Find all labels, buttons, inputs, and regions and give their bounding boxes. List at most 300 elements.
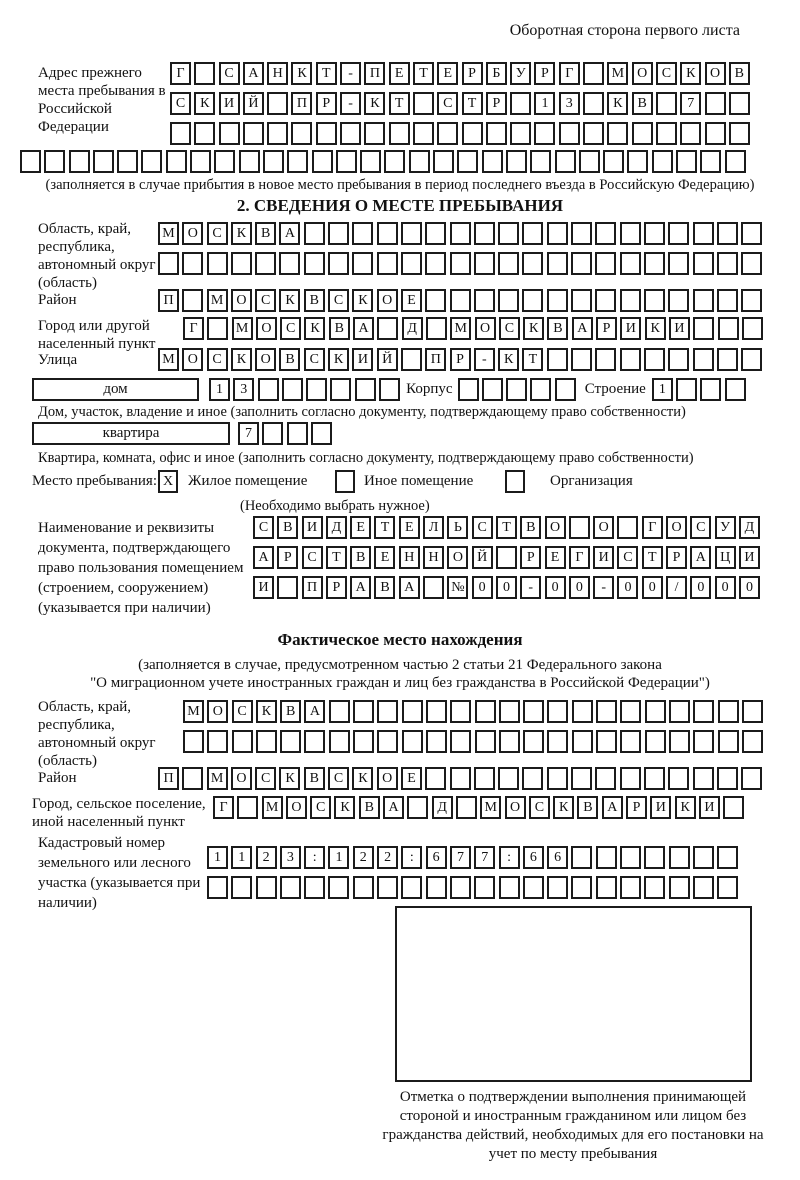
char-box: 1 [328, 846, 349, 869]
char-box [316, 122, 337, 145]
actual-location-note-1: (заполняется в случае, предусмотренном частью 2 статьи 21 Федерального закона [138, 657, 662, 673]
char-box [450, 730, 471, 753]
char-box [287, 422, 308, 445]
char-box [498, 252, 519, 275]
char-box: К [498, 348, 519, 371]
char-box [644, 222, 665, 245]
char-box [668, 289, 689, 312]
char-box: К [279, 767, 300, 790]
char-box [669, 846, 690, 869]
char-box [499, 730, 520, 753]
stay-label: Место пребывания: [32, 473, 157, 489]
actual-location-title: Фактическое место нахождения [277, 630, 523, 649]
char-box [547, 767, 568, 790]
char-box [450, 700, 471, 723]
char-box [693, 846, 714, 869]
char-box: М [183, 700, 204, 723]
char-box [652, 150, 673, 173]
actual-location-note-2: "О миграционном учете иностранных граждан и лиц без гражданства в Российской Федерации") [90, 675, 710, 691]
char-box: О [632, 62, 653, 85]
char-box [718, 317, 739, 340]
char-box [456, 796, 477, 819]
district1-label: Район [38, 292, 77, 308]
char-box: Г [183, 317, 204, 340]
char-box: Н [423, 546, 444, 569]
char-box: В [279, 348, 300, 371]
char-box [182, 289, 203, 312]
char-box: В [374, 576, 395, 599]
char-box: О [207, 700, 228, 723]
char-box [450, 876, 471, 899]
char-box: О [545, 516, 566, 539]
house-cells [209, 378, 400, 401]
char-box: С [302, 546, 323, 569]
char-box [231, 876, 252, 899]
char-box: Т [316, 62, 337, 85]
char-box [620, 252, 641, 275]
char-box [523, 700, 544, 723]
char-box: С [255, 289, 276, 312]
char-box: И [699, 796, 720, 819]
page-header-note: Оборотная сторона первого листа [509, 22, 740, 39]
char-box [693, 348, 714, 371]
char-box: Р [326, 576, 347, 599]
street-label: Улица [38, 352, 78, 368]
char-box [620, 289, 641, 312]
apartment-line [32, 422, 332, 445]
char-box [499, 700, 520, 723]
char-box [117, 150, 138, 173]
char-box: О [286, 796, 307, 819]
char-box [475, 730, 496, 753]
char-box: - [593, 576, 614, 599]
char-box [329, 730, 350, 753]
char-box: И [669, 317, 690, 340]
char-box [523, 876, 544, 899]
prev-address-row-2 [170, 92, 750, 115]
char-box: Й [472, 546, 493, 569]
char-box [207, 876, 228, 899]
char-box: 7 [238, 422, 259, 445]
char-box: 2 [377, 846, 398, 869]
cadastral-row-2 [207, 876, 738, 899]
char-box: М [207, 289, 228, 312]
char-box [263, 150, 284, 173]
char-box: П [291, 92, 312, 115]
char-box: В [729, 62, 750, 85]
char-box [547, 348, 568, 371]
char-box [644, 252, 665, 275]
char-box: 7 [450, 846, 471, 869]
char-box: В [359, 796, 380, 819]
prev-address-row-1 [170, 62, 750, 85]
char-box [475, 700, 496, 723]
char-box [595, 767, 616, 790]
char-box: Е [374, 546, 395, 569]
char-box: 1 [207, 846, 228, 869]
char-box [603, 150, 624, 173]
char-box [426, 317, 447, 340]
char-box [741, 767, 762, 790]
street-row [158, 348, 762, 371]
char-box: А [690, 546, 711, 569]
char-box [353, 876, 374, 899]
char-box [401, 222, 422, 245]
char-box [569, 516, 590, 539]
char-box: Ц [715, 546, 736, 569]
char-box: О [182, 222, 203, 245]
char-box: 2 [353, 846, 374, 869]
char-box: Г [213, 796, 234, 819]
char-box [425, 222, 446, 245]
char-box [401, 252, 422, 275]
char-box [700, 378, 721, 401]
char-box: К [352, 289, 373, 312]
char-box: А [353, 317, 374, 340]
char-box [742, 700, 763, 723]
stamp-note: Отметка о подтверждении выполнения принимающей стороной и иностранным гражданином или лицом без гражданства действий, необходимых для его постановки на учет по месту пребывания [382, 1089, 764, 1162]
char-box: : [499, 846, 520, 869]
char-box: В [577, 796, 598, 819]
char-box [304, 876, 325, 899]
char-box: - [340, 92, 361, 115]
char-box [595, 289, 616, 312]
char-box: Е [389, 62, 410, 85]
char-box [579, 150, 600, 173]
char-box [304, 222, 325, 245]
char-box: Р [520, 546, 541, 569]
char-box [474, 252, 495, 275]
char-box: Е [350, 516, 371, 539]
char-box: О [593, 516, 614, 539]
char-box [267, 92, 288, 115]
char-box: Т [326, 546, 347, 569]
char-box [644, 846, 665, 869]
char-box: - [340, 62, 361, 85]
char-box: К [328, 348, 349, 371]
char-box [741, 289, 762, 312]
char-box [474, 289, 495, 312]
char-box: И [253, 576, 274, 599]
char-box [377, 700, 398, 723]
char-box [530, 378, 551, 401]
char-box [170, 122, 191, 145]
char-box [705, 122, 726, 145]
char-box: С [328, 289, 349, 312]
char-box [718, 730, 739, 753]
char-box: Т [374, 516, 395, 539]
korpus-label: Корпус [406, 381, 453, 397]
char-box [693, 700, 714, 723]
char-box [668, 222, 689, 245]
district1-row [158, 289, 762, 312]
char-box [69, 150, 90, 173]
char-box: Т [462, 92, 483, 115]
char-box: В [547, 317, 568, 340]
char-box [620, 348, 641, 371]
char-box [645, 700, 666, 723]
prev-address-row-3 [170, 122, 750, 145]
char-box [166, 150, 187, 173]
char-box [571, 348, 592, 371]
char-box [620, 700, 641, 723]
char-box: А [602, 796, 623, 819]
char-box [632, 122, 653, 145]
char-box [530, 150, 551, 173]
char-box [583, 122, 604, 145]
char-box [668, 767, 689, 790]
char-box: К [291, 62, 312, 85]
char-box: Р [626, 796, 647, 819]
char-box [522, 767, 543, 790]
char-box [256, 730, 277, 753]
char-box: Н [399, 546, 420, 569]
char-box [620, 846, 641, 869]
char-box [304, 730, 325, 753]
char-box [627, 150, 648, 173]
char-box: И [219, 92, 240, 115]
char-box [207, 252, 228, 275]
char-box [547, 876, 568, 899]
char-box [93, 150, 114, 173]
char-box [243, 122, 264, 145]
char-box: С [690, 516, 711, 539]
char-box: Ь [447, 516, 468, 539]
char-box [352, 252, 373, 275]
char-box [645, 730, 666, 753]
char-box [352, 222, 373, 245]
char-box [523, 730, 544, 753]
char-box: У [715, 516, 736, 539]
char-box: Й [377, 348, 398, 371]
prev-address-row-4 [20, 150, 746, 173]
char-box: С [253, 516, 274, 539]
char-box [547, 252, 568, 275]
char-box: - [520, 576, 541, 599]
stay-option-residential-label: Жилое помещение [188, 473, 308, 489]
char-box [595, 348, 616, 371]
char-box: Н [267, 62, 288, 85]
char-box: В [304, 767, 325, 790]
char-box: О [447, 546, 468, 569]
city2-row [213, 796, 744, 819]
char-box: А [304, 700, 325, 723]
char-box: К [675, 796, 696, 819]
char-box: Й [243, 92, 264, 115]
char-box [693, 767, 714, 790]
char-box: С [207, 222, 228, 245]
char-box [498, 767, 519, 790]
char-box: Т [522, 348, 543, 371]
prev-address-label: Адрес прежнего места пребывания в Российской Федерации [38, 65, 166, 135]
char-box: О [182, 348, 203, 371]
char-box: 6 [426, 846, 447, 869]
char-box [644, 348, 665, 371]
char-box: В [280, 700, 301, 723]
char-box [693, 730, 714, 753]
char-box [280, 730, 301, 753]
char-box: Р [486, 92, 507, 115]
char-box: М [158, 222, 179, 245]
char-box [644, 289, 665, 312]
char-box: В [350, 546, 371, 569]
char-box: - [474, 348, 495, 371]
char-box: К [194, 92, 215, 115]
stamp-box [395, 906, 752, 1082]
char-box [555, 378, 576, 401]
char-box: 0 [496, 576, 517, 599]
korpus-cells [458, 378, 576, 401]
char-box [547, 700, 568, 723]
char-box [353, 700, 374, 723]
char-box [498, 289, 519, 312]
char-box: С [437, 92, 458, 115]
char-box [407, 796, 428, 819]
district2-label: Район [38, 770, 77, 786]
char-box: С [232, 700, 253, 723]
char-box: М [158, 348, 179, 371]
char-box: 0 [545, 576, 566, 599]
char-box [232, 730, 253, 753]
char-box [450, 252, 471, 275]
char-box [183, 730, 204, 753]
char-box [700, 150, 721, 173]
char-box [499, 876, 520, 899]
char-box [360, 150, 381, 173]
char-box [729, 92, 750, 115]
char-box [717, 348, 738, 371]
stay-option-organization-label: Организация [550, 473, 633, 489]
char-box: К [334, 796, 355, 819]
char-box [328, 876, 349, 899]
char-box [506, 150, 527, 173]
char-box [620, 730, 641, 753]
char-box [596, 846, 617, 869]
char-box [718, 700, 739, 723]
char-box: К [607, 92, 628, 115]
char-box [426, 876, 447, 899]
char-box: А [350, 576, 371, 599]
char-box: О [475, 317, 496, 340]
house-line [32, 378, 746, 401]
char-box [644, 767, 665, 790]
char-box [401, 876, 422, 899]
char-box: К [364, 92, 385, 115]
char-box [426, 730, 447, 753]
char-box [426, 700, 447, 723]
char-box [384, 150, 405, 173]
char-box [328, 252, 349, 275]
char-box [355, 378, 376, 401]
checkbox-residential: X [158, 470, 178, 493]
char-box [425, 289, 446, 312]
char-box [158, 252, 179, 275]
char-box [656, 122, 677, 145]
char-box [725, 150, 746, 173]
char-box: Р [316, 92, 337, 115]
char-box: Г [170, 62, 191, 85]
char-box [377, 730, 398, 753]
char-box: Г [559, 62, 580, 85]
char-box [141, 150, 162, 173]
char-box: В [520, 516, 541, 539]
char-box [595, 252, 616, 275]
char-box: : [304, 846, 325, 869]
char-box: П [302, 576, 323, 599]
char-box [705, 92, 726, 115]
char-box: 1 [231, 846, 252, 869]
char-box [287, 150, 308, 173]
stay-note: (Необходимо выбрать нужное) [240, 498, 430, 514]
char-box [506, 378, 527, 401]
doc-row-2 [253, 546, 760, 569]
char-box [450, 767, 471, 790]
char-box [669, 876, 690, 899]
char-box: 3 [233, 378, 254, 401]
char-box [510, 122, 531, 145]
char-box [214, 150, 235, 173]
char-box [676, 150, 697, 173]
char-box: Р [462, 62, 483, 85]
char-box: Е [437, 62, 458, 85]
char-box: П [425, 348, 446, 371]
char-box: Е [399, 516, 420, 539]
char-box: С [617, 546, 638, 569]
char-box [617, 516, 638, 539]
char-box: Б [486, 62, 507, 85]
char-box [741, 348, 762, 371]
apartment-note: Квартира, комната, офис и иное (заполнить согласно документу, подтверждающему право собственности) [38, 450, 694, 466]
char-box: 6 [523, 846, 544, 869]
house-note: Дом, участок, владение и иное (заполнить согласно документу, подтверждающему право собственности) [38, 404, 686, 420]
checkbox-organization [505, 470, 525, 493]
char-box [20, 150, 41, 173]
char-box [458, 378, 479, 401]
char-box [306, 378, 327, 401]
char-box: 6 [547, 846, 568, 869]
region1-row-2 [158, 252, 762, 275]
char-box [496, 546, 517, 569]
city1-row [183, 317, 763, 340]
prev-address-note: (заполняется в случае прибытия в новое место пребывания в период последнего въезда в Российскую Федерацию) [45, 177, 755, 193]
char-box: И [620, 317, 641, 340]
char-box: И [650, 796, 671, 819]
char-box [742, 317, 763, 340]
char-box [741, 252, 762, 275]
char-box [693, 252, 714, 275]
char-box [190, 150, 211, 173]
char-box [413, 122, 434, 145]
char-box [547, 222, 568, 245]
char-box: П [158, 289, 179, 312]
char-box [723, 796, 744, 819]
region1-row-1 [158, 222, 762, 245]
char-box [474, 222, 495, 245]
char-box [596, 876, 617, 899]
char-box [596, 730, 617, 753]
char-box [462, 122, 483, 145]
char-box: / [666, 576, 687, 599]
char-box: А [572, 317, 593, 340]
char-box: С [656, 62, 677, 85]
char-box [291, 122, 312, 145]
char-box: К [279, 289, 300, 312]
stay-option-other-label: Иное помещение [364, 473, 474, 489]
char-box [312, 150, 333, 173]
char-box [330, 378, 351, 401]
char-box: Д [326, 516, 347, 539]
region2-row-1 [183, 700, 763, 723]
